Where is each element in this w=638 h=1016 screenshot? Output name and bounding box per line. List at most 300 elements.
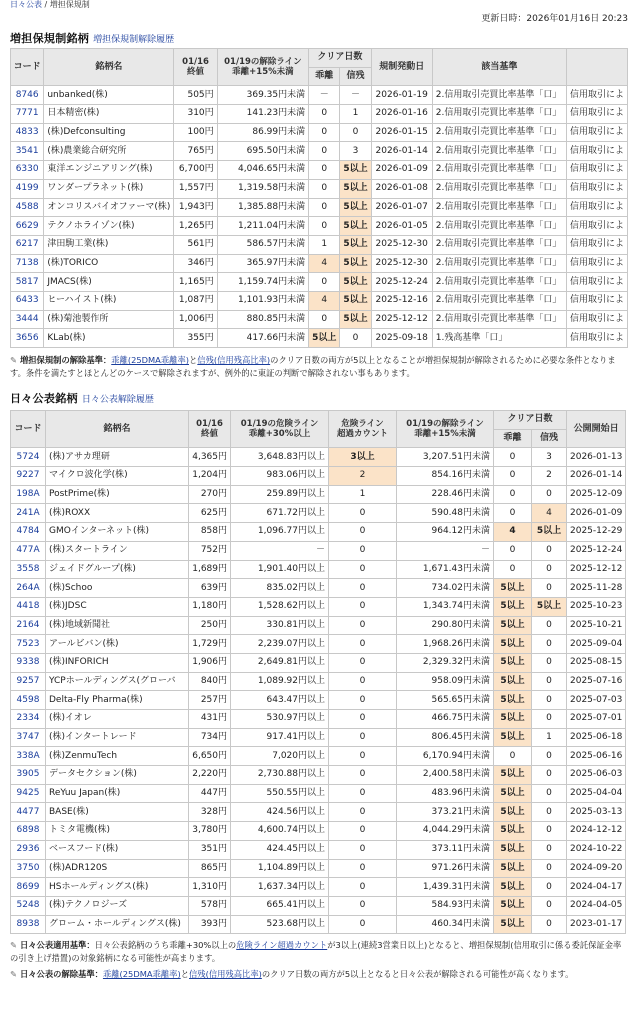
kairi-clear-days: 5以上 (494, 766, 532, 785)
close-price: 355円 (174, 329, 217, 348)
release-line: 971.26円未満 (397, 859, 494, 878)
release-line: 1,439.31円未満 (397, 878, 494, 897)
stock-code-link[interactable]: 3656 (11, 329, 44, 348)
stock-code-link[interactable]: 7771 (11, 105, 44, 124)
kairi-clear-days: 5以上 (309, 329, 340, 348)
regulation-extra: 信用取引によ (566, 142, 627, 161)
stock-code-link[interactable]: 9338 (11, 653, 46, 672)
release-line: 1,159.74円未満 (217, 273, 308, 292)
close-price: 346円 (174, 254, 217, 273)
close-price: 447円 (189, 784, 231, 803)
disclosure-start-date: 2025-12-24 (567, 541, 626, 560)
close-price: 765円 (174, 142, 217, 161)
close-price: 1,906円 (189, 653, 231, 672)
breadcrumb-home-link[interactable]: 日々公表 (10, 0, 42, 9)
stock-code-link[interactable]: 8699 (11, 878, 46, 897)
kairi-clear-days: 5以上 (494, 710, 532, 729)
close-price: 2,220円 (189, 766, 231, 785)
shinzan-definition-link[interactable]: 信残(信用残高比率) (189, 969, 262, 980)
table-row[interactable] (11, 467, 626, 486)
col-start-date[interactable]: 規制発動日 (371, 49, 432, 86)
col-release-line-label: 01/19の解除ライン (406, 419, 484, 430)
close-price: 858円 (189, 523, 231, 542)
close-price: 3,780円 (189, 822, 231, 841)
danger-line: 917.41円以上 (231, 728, 329, 747)
kairi-clear-days: － (309, 86, 340, 105)
shinzan-clear-days: 0 (532, 915, 567, 934)
table-row[interactable] (11, 859, 626, 878)
release-line: 1,385.88円未満 (217, 198, 308, 217)
stock-code-link[interactable]: 6217 (11, 235, 44, 254)
danger-count-definition-link[interactable]: 危険ライン超過カウント (236, 940, 328, 951)
kairi-clear-days: 4 (494, 523, 532, 542)
shinzan-clear-days: 0 (532, 710, 567, 729)
stock-code-link[interactable]: 3905 (11, 766, 46, 785)
col-clear-days: クリア日数 (494, 411, 567, 430)
close-price: 250円 (189, 616, 231, 635)
release-line: 2,400.58円未満 (397, 766, 494, 785)
stock-code-link[interactable]: 241A (11, 504, 46, 523)
table-row[interactable] (11, 448, 626, 467)
table-row[interactable] (11, 579, 626, 598)
col-release-line-sub: 乖離+15%未満 (232, 67, 294, 78)
stock-code-link[interactable]: 3444 (11, 310, 44, 329)
danger-count: 1 (329, 485, 397, 504)
regulation-extra: 信用取引によ (566, 310, 627, 329)
danger-count: 0 (329, 840, 397, 859)
stock-code-link[interactable]: 6330 (11, 161, 44, 180)
stock-code-link[interactable]: 3558 (11, 560, 46, 579)
regulation-basis: 2.信用取引売買比率基準「口」 (432, 161, 566, 180)
shinzan-clear-days: 3 (532, 448, 567, 467)
table-row[interactable] (11, 766, 626, 785)
regulation-start-date: 2026-01-05 (371, 217, 432, 236)
pencil-icon: ✎ (10, 355, 17, 365)
col-name[interactable]: 銘柄名 (46, 411, 189, 448)
danger-line: 330.81円以上 (231, 616, 329, 635)
danger-line: 424.45円以上 (231, 840, 329, 859)
release-line: 417.66円未満 (217, 329, 308, 348)
regulation-basis: 2.信用取引売買比率基準「口」 (432, 217, 566, 236)
table-row[interactable] (11, 635, 626, 654)
stock-name: (株)Schoo (46, 579, 189, 598)
stock-name: Delta-Fly Pharma(株) (46, 691, 189, 710)
table-row[interactable] (11, 691, 626, 710)
disclosure-start-date: 2025-10-21 (567, 616, 626, 635)
stock-code-link[interactable]: 2936 (11, 840, 46, 859)
table-row[interactable] (11, 142, 628, 161)
col-release-line[interactable] (217, 49, 308, 86)
release-line: 290.80円未満 (397, 616, 494, 635)
table-row[interactable] (11, 597, 626, 616)
col-shinzan[interactable]: 信残 (532, 429, 567, 448)
stock-code-link[interactable]: 2334 (11, 710, 46, 729)
stock-name: (株)地域新聞社 (46, 616, 189, 635)
table-row[interactable] (11, 485, 626, 504)
stock-code-link[interactable]: 8746 (11, 86, 44, 105)
table-row[interactable] (11, 840, 626, 859)
shinzan-definition-link[interactable]: 信残(信用残高比率) (197, 355, 271, 365)
stock-code-link[interactable]: 4199 (11, 179, 44, 198)
disclosure-start-date: 2025-11-28 (567, 579, 626, 598)
stock-code-link[interactable]: 198A (11, 485, 46, 504)
stock-code-link[interactable]: 4833 (11, 123, 44, 142)
close-price: 431円 (189, 710, 231, 729)
disclosure-start-date: 2023-01-17 (567, 915, 626, 934)
regulation-basis: 2.信用取引売買比率基準「口」 (432, 123, 566, 142)
danger-line: 671.72円以上 (231, 504, 329, 523)
kairi-clear-days: 0 (309, 273, 340, 292)
regulation-extra: 信用取引によ (566, 254, 627, 273)
release-line: 369.35円未満 (217, 86, 308, 105)
kairi-clear-days: 0 (309, 217, 340, 236)
stock-code-link[interactable]: 9227 (11, 467, 46, 486)
updated-timestamp: 更新日時：2026年01月16日 20:23 (481, 14, 628, 24)
stock-name: PostPrime(株) (46, 485, 189, 504)
shinzan-clear-days: 0 (532, 653, 567, 672)
shinzan-clear-days: 0 (532, 896, 567, 915)
table-row[interactable] (11, 822, 626, 841)
stock-code-link[interactable]: 3747 (11, 728, 46, 747)
close-price: 270円 (189, 485, 231, 504)
col-danger-line-sub: 乖離+30%以上 (248, 429, 311, 440)
kairi-clear-days: 5以上 (494, 896, 532, 915)
danger-count: 0 (329, 896, 397, 915)
kairi-clear-days: 5以上 (494, 653, 532, 672)
stock-name: HSホールディングス(株) (46, 878, 189, 897)
close-price: 561円 (174, 235, 217, 254)
stock-name: 日本精密(株) (44, 105, 174, 124)
danger-count: 0 (329, 747, 397, 766)
release-line: 1,343.74円未満 (397, 597, 494, 616)
note-text: と (180, 969, 189, 980)
close-price: 393円 (189, 915, 231, 934)
release-line: 1,968.26円未満 (397, 635, 494, 654)
stock-code-link[interactable]: 5248 (11, 896, 46, 915)
shinzan-clear-days: 4 (532, 504, 567, 523)
table-row[interactable] (11, 653, 626, 672)
close-price: 840円 (189, 672, 231, 691)
release-line: 373.21円未満 (397, 803, 494, 822)
disclosure-start-date: 2025-10-23 (567, 597, 626, 616)
danger-line: 1,096.77円以上 (231, 523, 329, 542)
section-title-margin-regulation (0, 30, 638, 48)
disclosure-start-date: 2025-03-13 (567, 803, 626, 822)
note-label: 増担保規制の解除基準： (19, 355, 112, 365)
release-line: 86.99円未満 (217, 123, 308, 142)
close-price: 1,943円 (174, 198, 217, 217)
stock-name: YCPホールディングス(グローバ (46, 672, 189, 691)
kairi-clear-days: 5以上 (494, 784, 532, 803)
danger-count: 0 (329, 579, 397, 598)
danger-count: 0 (329, 560, 397, 579)
regulation-start-date: 2026-01-16 (371, 105, 432, 124)
stock-name: BASE(株) (46, 803, 189, 822)
note-text: が3以上(連続3営業日以上)となると、増担保規制(信用取引に係る委託保証金率の引き上げ措置)の対象銘柄になる可能性が高まります。 (10, 940, 622, 964)
col-kairi[interactable]: 乖離 (309, 67, 340, 86)
stock-name: (株)アサカ理研 (46, 448, 189, 467)
danger-count: 0 (329, 822, 397, 841)
close-price: 639円 (189, 579, 231, 598)
kairi-clear-days: 5以上 (494, 616, 532, 635)
shinzan-clear-days: 5以上 (340, 198, 371, 217)
shinzan-clear-days: 0 (532, 485, 567, 504)
col-basis[interactable]: 該当基準 (432, 49, 566, 86)
regulation-basis: 2.信用取引売買比率基準「口」 (432, 254, 566, 273)
kairi-clear-days: 5以上 (494, 840, 532, 859)
table-row[interactable] (11, 523, 626, 542)
margin-regulation-history-link[interactable]: 増担保規制解除履歴 (93, 35, 175, 45)
stock-code-link[interactable]: 4477 (11, 803, 46, 822)
danger-line: 1,104.89円以上 (231, 859, 329, 878)
stock-name: アールビバン(株) (46, 635, 189, 654)
shinzan-clear-days: 1 (532, 728, 567, 747)
kairi-clear-days: 5以上 (494, 579, 532, 598)
disclosure-start-date: 2024-10-22 (567, 840, 626, 859)
regulation-basis: 2.信用取引売買比率基準「口」 (432, 105, 566, 124)
regulation-extra: 信用取引によ (566, 291, 627, 310)
regulation-extra: 信用取引によ (566, 86, 627, 105)
danger-line: 259.89円以上 (231, 485, 329, 504)
margin-regulation-table-body (11, 86, 628, 348)
table-row[interactable] (11, 217, 628, 236)
stock-code-link[interactable]: 5724 (11, 448, 46, 467)
close-price: 1,180円 (189, 597, 231, 616)
table-row[interactable] (11, 728, 626, 747)
stock-name: (株)農業総合研究所 (44, 142, 174, 161)
release-line: 695.50円未満 (217, 142, 308, 161)
kairi-clear-days: 1 (309, 235, 340, 254)
table-row[interactable] (11, 105, 628, 124)
table-row[interactable] (11, 273, 628, 292)
disclosure-start-date: 2025-06-03 (567, 766, 626, 785)
table-row[interactable] (11, 915, 626, 934)
table-row[interactable] (11, 329, 628, 348)
table-row[interactable] (11, 616, 626, 635)
kairi-definition-link[interactable]: 乖離(25DMA乖離率) (102, 969, 181, 980)
stock-name: (株)Defconsulting (44, 123, 174, 142)
kairi-clear-days: 5以上 (494, 728, 532, 747)
stock-code-link[interactable]: 4418 (11, 597, 46, 616)
shinzan-clear-days: 0 (532, 822, 567, 841)
stock-name: 津田駒工業(株) (44, 235, 174, 254)
danger-count: 0 (329, 784, 397, 803)
stock-code-link[interactable]: 264A (11, 579, 46, 598)
kairi-clear-days: 4 (309, 254, 340, 273)
shinzan-clear-days: 1 (340, 105, 371, 124)
shinzan-clear-days: 0 (340, 123, 371, 142)
stock-name: (株)ADR120S (46, 859, 189, 878)
kairi-clear-days: 0 (494, 504, 532, 523)
table-row[interactable] (11, 235, 628, 254)
stock-code-link[interactable]: 6433 (11, 291, 44, 310)
col-kairi[interactable]: 乖離 (494, 429, 532, 448)
danger-line: 1,637.34円以上 (231, 878, 329, 897)
col-code[interactable]: コード (11, 49, 44, 86)
disclosure-start-date: 2025-06-18 (567, 728, 626, 747)
regulation-start-date: 2025-12-16 (371, 291, 432, 310)
table-row[interactable] (11, 254, 628, 273)
regulation-basis: 2.信用取引売買比率基準「口」 (432, 86, 566, 105)
shinzan-clear-days: 5以上 (340, 254, 371, 273)
stock-code-link[interactable]: 7523 (11, 635, 46, 654)
kairi-clear-days: 0 (309, 198, 340, 217)
stock-code-link[interactable]: 9425 (11, 784, 46, 803)
col-close-label: 終値 (200, 429, 218, 440)
table-row[interactable] (11, 710, 626, 729)
shinzan-clear-days: 0 (532, 784, 567, 803)
stock-code-link[interactable]: 9257 (11, 672, 46, 691)
pencil-icon: ✎ (10, 969, 17, 980)
table-row[interactable] (11, 803, 626, 822)
stock-name: ジェイドグループ(株) (46, 560, 189, 579)
shinzan-clear-days: 0 (532, 560, 567, 579)
table-row[interactable] (11, 784, 626, 803)
close-price: 6,700円 (174, 161, 217, 180)
stock-code-link[interactable]: 8938 (11, 915, 46, 934)
danger-line: 1,528.62円以上 (231, 597, 329, 616)
col-close[interactable] (189, 411, 231, 448)
stock-code-link[interactable]: 4784 (11, 523, 46, 542)
table-row[interactable] (11, 161, 628, 180)
release-line: 586.57円未満 (217, 235, 308, 254)
margin-regulation-note (10, 354, 628, 380)
breadcrumb (0, 0, 638, 10)
disclosure-start-date: 2025-08-15 (567, 653, 626, 672)
shinzan-clear-days: 5以上 (340, 291, 371, 310)
stock-code-link[interactable]: 7138 (11, 254, 44, 273)
note-text: のクリア日数の両方が5以上となることが増担保規制が解除されるために必要な条件となります。条件を満たすとほとんどのケースで解除されますが、例外的に東証の判断で解除されない事もあります。 (10, 355, 616, 378)
kairi-definition-link[interactable]: 乖離(25DMA乖離率) (111, 355, 189, 365)
col-shinzan[interactable]: 信残 (340, 67, 371, 86)
kairi-clear-days: 5以上 (494, 822, 532, 841)
danger-line: 835.02円以上 (231, 579, 329, 598)
kairi-clear-days: 5以上 (494, 597, 532, 616)
stock-name: JMACS(株) (44, 273, 174, 292)
col-start-date[interactable]: 公開開始日 (567, 411, 626, 448)
stock-name: ヒーハイスト(株) (44, 291, 174, 310)
danger-count: 0 (329, 878, 397, 897)
table-row[interactable] (11, 198, 628, 217)
shinzan-clear-days: 0 (532, 579, 567, 598)
disclosure-start-date: 2024-04-05 (567, 896, 626, 915)
shinzan-clear-days: 0 (532, 541, 567, 560)
stock-code-link[interactable]: 2164 (11, 616, 46, 635)
shinzan-clear-days: 2 (532, 467, 567, 486)
col-danger-count-sub: 超過カウント (336, 429, 388, 440)
col-name[interactable]: 銘柄名 (44, 49, 174, 86)
daily-disclosure-history-link[interactable]: 日々公表解除履歴 (81, 395, 154, 405)
table-row[interactable] (11, 560, 626, 579)
disclosure-start-date: 2026-01-09 (567, 504, 626, 523)
stock-code-link[interactable]: 6629 (11, 217, 44, 236)
table-row[interactable] (11, 291, 628, 310)
stock-name: (株)ZenmuTech (46, 747, 189, 766)
release-line: 880.85円未満 (217, 310, 308, 329)
table-row[interactable] (11, 896, 626, 915)
col-close-label: 終値 (187, 67, 205, 78)
note-text: と (188, 355, 198, 365)
stock-code-link[interactable]: 477A (11, 541, 46, 560)
stock-name: データセクション(株) (46, 766, 189, 785)
stock-code-link[interactable]: 3750 (11, 859, 46, 878)
table-row[interactable] (11, 672, 626, 691)
danger-line: 665.41円以上 (231, 896, 329, 915)
shinzan-clear-days: 0 (532, 691, 567, 710)
stock-code-link[interactable]: 6898 (11, 822, 46, 841)
disclosure-start-date: 2025-12-29 (567, 523, 626, 542)
danger-line: 2,730.88円以上 (231, 766, 329, 785)
stock-code-link[interactable]: 4588 (11, 198, 44, 217)
disclosure-start-date: 2025-07-01 (567, 710, 626, 729)
danger-line: 1,089.92円以上 (231, 672, 329, 691)
table-row[interactable] (11, 179, 628, 198)
stock-code-link[interactable]: 338A (11, 747, 46, 766)
close-price: 1,204円 (189, 467, 231, 486)
release-line: 4,046.65円未満 (217, 161, 308, 180)
disclosure-start-date: 2024-12-12 (567, 822, 626, 841)
shinzan-clear-days: 0 (532, 803, 567, 822)
danger-count: 0 (329, 859, 397, 878)
kairi-clear-days: 0 (309, 142, 340, 161)
kairi-clear-days: 0 (309, 123, 340, 142)
stock-code-link[interactable]: 5817 (11, 273, 44, 292)
regulation-start-date: 2025-12-24 (371, 273, 432, 292)
shinzan-clear-days: 5以上 (340, 217, 371, 236)
table-row[interactable] (11, 86, 628, 105)
danger-line: 2,239.07円以上 (231, 635, 329, 654)
stock-name: 東洋エンジニアリング(株) (44, 161, 174, 180)
note-text: のクリア日数の両方が5以上となると日々公表が解除される可能性が高くなります。 (261, 969, 574, 980)
col-danger-count[interactable] (329, 411, 397, 448)
danger-count: 0 (329, 653, 397, 672)
release-line: 460.34円未満 (397, 915, 494, 934)
danger-count: 0 (329, 541, 397, 560)
table-row[interactable] (11, 747, 626, 766)
disclosure-start-date: 2026-01-14 (567, 467, 626, 486)
regulation-start-date: 2025-12-12 (371, 310, 432, 329)
col-release-line[interactable] (397, 411, 494, 448)
table-row[interactable] (11, 504, 626, 523)
regulation-basis: 2.信用取引売買比率基準「口」 (432, 142, 566, 161)
stock-code-link[interactable]: 4598 (11, 691, 46, 710)
table-row[interactable] (11, 310, 628, 329)
col-close[interactable] (174, 49, 217, 86)
release-line: 958.09円未満 (397, 672, 494, 691)
table-row[interactable] (11, 123, 628, 142)
shinzan-clear-days: 5以上 (532, 597, 567, 616)
regulation-start-date: 2026-01-15 (371, 123, 432, 142)
regulation-basis: 2.信用取引売買比率基準「口」 (432, 291, 566, 310)
danger-count: 3以上 (329, 448, 397, 467)
stock-name: マイクロ波化学(株) (46, 467, 189, 486)
disclosure-start-date: 2026-01-13 (567, 448, 626, 467)
stock-code-link[interactable]: 3541 (11, 142, 44, 161)
shinzan-clear-days: 0 (532, 859, 567, 878)
regulation-extra: 信用取引によ (566, 235, 627, 254)
danger-line: 4,600.74円以上 (231, 822, 329, 841)
disclosure-start-date: 2025-07-16 (567, 672, 626, 691)
col-code[interactable]: コード (11, 411, 46, 448)
table-row[interactable] (11, 541, 626, 560)
table-row[interactable] (11, 878, 626, 897)
col-danger-line[interactable] (231, 411, 329, 448)
kairi-clear-days: 0 (494, 560, 532, 579)
regulation-extra: 信用取引によ (566, 179, 627, 198)
kairi-clear-days: 0 (494, 541, 532, 560)
danger-count: 2 (329, 467, 397, 486)
danger-line: 7,020円以上 (231, 747, 329, 766)
